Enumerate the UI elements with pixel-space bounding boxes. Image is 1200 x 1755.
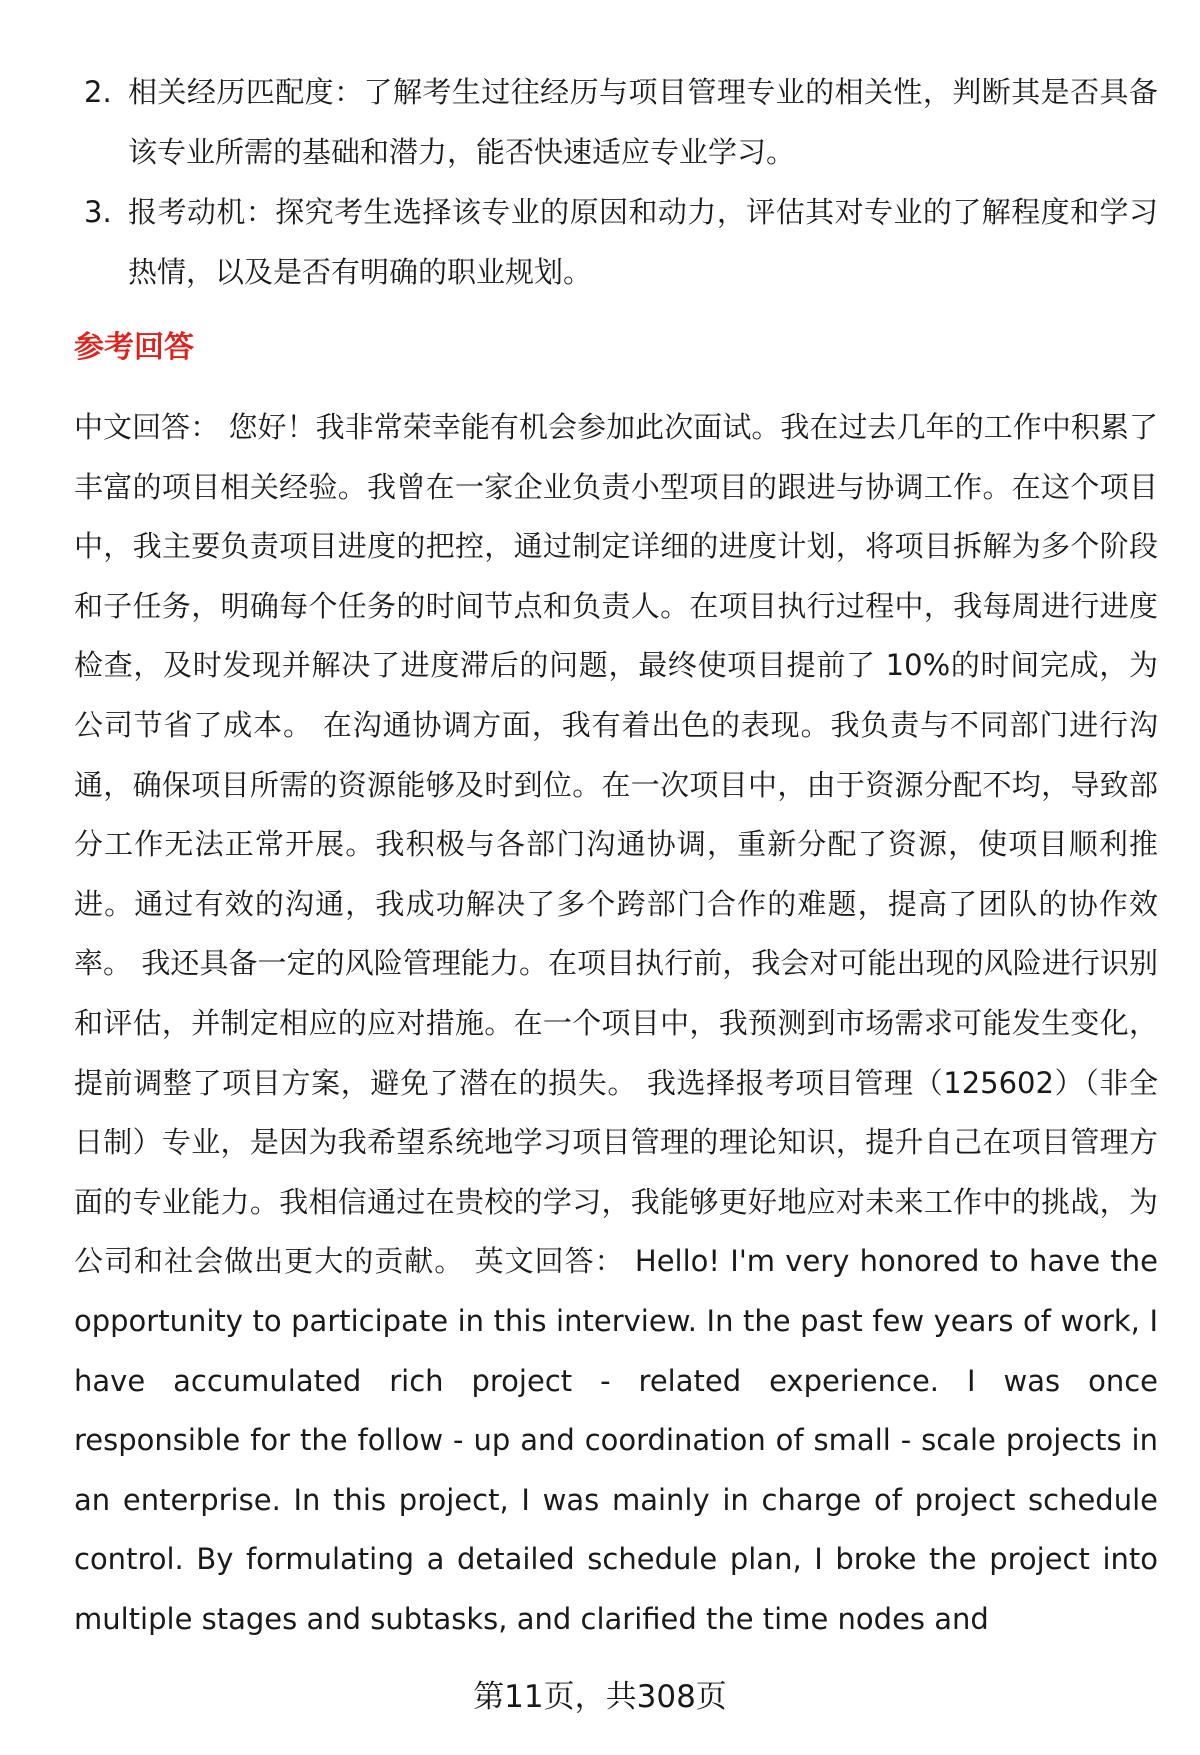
- section-heading: 参考回答: [74, 330, 194, 365]
- list-item: [84, 182, 1158, 302]
- list-item-text: 报考动机：探究考生选择该专业的原因和动力，评估其对专业的了解程度和学习热情，以及是否有明确的职业规划。: [128, 195, 1158, 289]
- criteria-list: [84, 62, 1158, 302]
- page-number: 第11页，共308页: [473, 1679, 727, 1715]
- list-item-number: 3.: [84, 195, 112, 229]
- answer-paragraph: 中文回答： 您好！我非常荣幸能有机会参加此次面试。我在过去几年的工作中积累了丰富的项目相关经验。我曾在一家企业负责小型项目的跟进与协调工作。在这个项目中，我主要负责项目进度的把控，通过制定详细的进度计划，将项目拆解为多个阶段和子任务，明确每个任务的时间节点和负责人。在项目执行过程中，我每周进行进度检查，及时发现并解决了进度滞后的问题，最终使项目提前了 10%的时间完成，为公司节省了成本。 在沟通协调方面，我有着出色的表现。我负责与不同部门进行沟通，确保项目所需的资源能够及时到位。在一次项目中，由于资源分配不均，导致部分工作无法正常开展。我积极与各部门沟通协调，重新分配了资源，使项目顺利推进。通过有效的沟通，我成功解决了多个跨部门合作的难题，提高了团队的协作效率。 我还具备一定的风险管理能力。在项目执行前，我会对可能出现的风险进行识别和评估，并制定相应的应对措施。在一个项目中，我预测到市场需求可能发生变化，提前调整了项目方案，避免了潜在的损失。 我选择报考项目管理（125602）（非全日制）专业，是因为我希望系统地学习项目管理的理论知识，提升自己在项目管理方面的专业能力。我相信通过在贵校的学习，我能够更好地应对未来工作中的挑战，为公司和社会做出更大的贡献。 英文回答： Hello! I'm very honored to have the opportunity to participate in this interview. In the past few years of work, I have accumulated rich project - related experience. I was once responsible for the follow - up and coordination of small - scale projects in an enterprise. In this project, I was mainly in charge of project schedule control. By formulating a detailed schedule plan, I broke the project into multiple stages and subtasks, and clarified the time nodes and: [74, 410, 1158, 1636]
- list-item-text: 相关经历匹配度：了解考生过往经历与项目管理专业的相关性，判断其是否具备该专业所需的基础和潜力，能否快速适应专业学习。: [128, 75, 1158, 169]
- list-item: [84, 62, 1158, 182]
- list-item-number: 2.: [84, 75, 112, 109]
